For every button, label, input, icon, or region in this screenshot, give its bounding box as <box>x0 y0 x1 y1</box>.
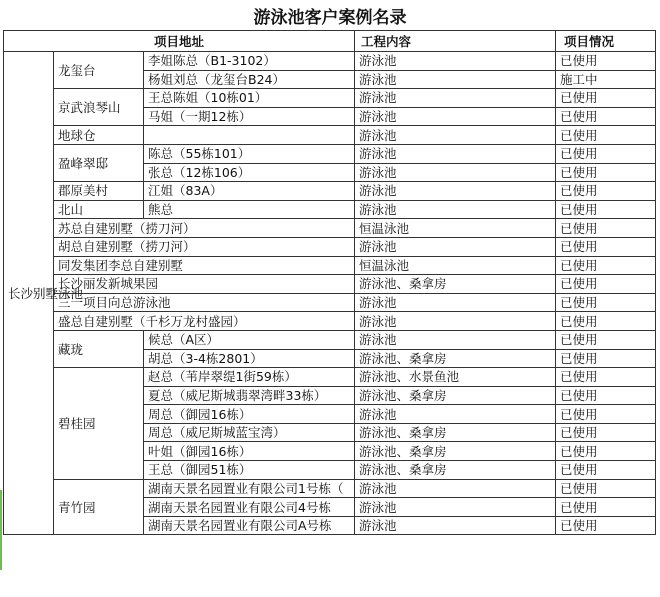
content-cell: 游泳池 <box>355 107 556 126</box>
status-cell: 已使用 <box>556 107 656 126</box>
empty-cell <box>4 516 54 535</box>
empty-cell <box>4 237 54 256</box>
empty-cell <box>4 70 54 89</box>
empty-cell <box>4 107 54 126</box>
status-cell: 已使用 <box>556 479 656 498</box>
customer-case-table <box>3 30 656 535</box>
community-cell: 龙玺台 <box>54 52 144 89</box>
address-cell: 周总（御园16栋） <box>144 405 355 424</box>
community-cell: 郡原美村 <box>54 182 144 201</box>
content-cell: 游泳池 <box>355 70 556 89</box>
status-cell: 已使用 <box>556 368 656 387</box>
status-cell: 已使用 <box>556 516 656 535</box>
status-cell: 已使用 <box>556 52 656 71</box>
status-cell: 已使用 <box>556 144 656 163</box>
content-cell: 游泳池 <box>355 405 556 424</box>
empty-cell <box>4 312 54 331</box>
empty-cell <box>4 126 54 145</box>
address-cell: 湖南天景名园置业有限公司A号栋 <box>144 516 355 535</box>
address-cell: 王总陈姐（10栋01） <box>144 89 355 108</box>
content-cell: 游泳池 <box>355 516 556 535</box>
table-row <box>4 368 656 387</box>
status-cell: 已使用 <box>556 330 656 349</box>
content-cell: 游泳池、桑拿房 <box>355 386 556 405</box>
table-row <box>4 256 656 275</box>
status-cell: 已使用 <box>556 312 656 331</box>
address-cell: 李姐陈总（B1-3102） <box>144 52 355 71</box>
empty-cell <box>4 182 54 201</box>
community-cell: 盈峰翠邸 <box>54 144 144 181</box>
table-row <box>4 275 656 294</box>
status-cell: 已使用 <box>556 182 656 201</box>
content-cell: 游泳池 <box>355 144 556 163</box>
content-cell: 恒温泳池 <box>355 219 556 238</box>
content-cell: 游泳池 <box>355 52 556 71</box>
empty-cell <box>4 386 54 405</box>
status-cell: 已使用 <box>556 200 656 219</box>
community-cell: 藏珑 <box>54 330 144 367</box>
content-cell: 游泳池、桑拿房 <box>355 461 556 480</box>
empty-cell <box>4 461 54 480</box>
status-cell: 已使用 <box>556 163 656 182</box>
empty-cell <box>4 368 54 387</box>
address-cell: 熊总 <box>144 200 355 219</box>
address-cell: 候总（A区） <box>144 330 355 349</box>
table-row <box>4 89 656 108</box>
empty-cell <box>4 349 54 368</box>
address-cell: 盛总自建别墅（千杉万龙村盛园） <box>54 312 355 331</box>
community-cell: 京武浪琴山 <box>54 89 144 126</box>
address-cell: 胡总（3-4栋2801） <box>144 349 355 368</box>
content-cell: 游泳池、水景鱼池 <box>355 368 556 387</box>
table-row <box>4 293 656 312</box>
table-row <box>4 52 656 71</box>
page-title: 游泳池客户案例名录 <box>253 7 407 28</box>
empty-cell <box>4 330 54 349</box>
address-cell: 夏总（威尼斯城翡翠湾畔33栋） <box>144 386 355 405</box>
community-cell: 碧桂园 <box>54 368 144 480</box>
status-cell: 已使用 <box>556 256 656 275</box>
address-cell: 陈总（55栋101） <box>144 144 355 163</box>
content-cell: 游泳池、桑拿房 <box>355 349 556 368</box>
empty-cell <box>4 219 54 238</box>
content-cell: 游泳池 <box>355 126 556 145</box>
status-cell: 已使用 <box>556 237 656 256</box>
community-cell: 青竹园 <box>54 479 144 535</box>
table-row <box>4 126 656 145</box>
address-cell: 胡总自建别墅（捞刀河） <box>54 237 355 256</box>
content-cell: 游泳池 <box>355 498 556 517</box>
content-cell: 恒温泳池 <box>355 256 556 275</box>
table-row <box>4 312 656 331</box>
table-row <box>4 237 656 256</box>
content-cell: 游泳池、桑拿房 <box>355 423 556 442</box>
content-cell: 游泳池 <box>355 237 556 256</box>
content-cell: 游泳池 <box>355 182 556 201</box>
status-cell: 已使用 <box>556 293 656 312</box>
table-row <box>4 200 656 219</box>
header-status: 项目情况 <box>556 31 656 52</box>
status-cell: 已使用 <box>556 498 656 517</box>
empty-cell <box>4 498 54 517</box>
status-cell: 已使用 <box>556 275 656 294</box>
empty-cell <box>4 423 54 442</box>
status-cell: 已使用 <box>556 442 656 461</box>
header-row <box>4 31 656 52</box>
header-content: 工程内容 <box>355 31 556 52</box>
status-cell: 已使用 <box>556 423 656 442</box>
status-cell: 已使用 <box>556 405 656 424</box>
address-cell: 马姐（一期12栋） <box>144 107 355 126</box>
address-cell: 长沙丽发新城果园 <box>54 275 355 294</box>
address-cell: 江姐（83A） <box>144 182 355 201</box>
content-cell: 游泳池 <box>355 293 556 312</box>
address-cell: 杨姐刘总（龙玺台B24） <box>144 70 355 89</box>
content-cell: 游泳池、桑拿房 <box>355 442 556 461</box>
empty-cell <box>4 256 54 275</box>
status-cell: 施工中 <box>556 70 656 89</box>
content-cell: 游泳池 <box>355 479 556 498</box>
status-cell: 已使用 <box>556 219 656 238</box>
status-cell: 已使用 <box>556 386 656 405</box>
cell-selection-marker <box>0 490 2 570</box>
content-cell: 游泳池 <box>355 89 556 108</box>
community-cell: 地球仓 <box>54 126 144 145</box>
address-cell: 周总（威尼斯城蓝宝湾） <box>144 423 355 442</box>
content-cell: 游泳池 <box>355 163 556 182</box>
address-cell: 赵总（苇岸翠缇1街59栋） <box>144 368 355 387</box>
empty-cell <box>4 163 54 182</box>
content-cell: 游泳池 <box>355 312 556 331</box>
empty-cell <box>4 144 54 163</box>
address-cell: 张总（12栋106） <box>144 163 355 182</box>
group-label: 长沙别墅泳池 <box>4 275 54 312</box>
table-row <box>4 144 656 163</box>
empty-cell <box>4 405 54 424</box>
status-cell: 已使用 <box>556 89 656 108</box>
status-cell: 已使用 <box>556 349 656 368</box>
community-cell: 北山 <box>54 200 144 219</box>
address-cell: 苏总自建别墅（捞刀河） <box>54 219 355 238</box>
status-cell: 已使用 <box>556 461 656 480</box>
address-cell: 三一项目向总游泳池 <box>54 293 355 312</box>
content-cell: 游泳池 <box>355 200 556 219</box>
address-cell: 叶姐（御园16栋） <box>144 442 355 461</box>
table-row <box>4 219 656 238</box>
empty-cell <box>4 479 54 498</box>
header-address: 项目地址 <box>4 31 355 52</box>
address-cell: 同发集团李总自建别墅 <box>54 256 355 275</box>
empty-cell <box>4 89 54 108</box>
table-row <box>4 330 656 349</box>
address-cell: 王总（御园51栋） <box>144 461 355 480</box>
content-cell: 游泳池、桑拿房 <box>355 275 556 294</box>
content-cell: 游泳池 <box>355 330 556 349</box>
table-row <box>4 182 656 201</box>
address-cell <box>144 126 355 145</box>
empty-cell <box>4 442 54 461</box>
status-cell: 已使用 <box>556 126 656 145</box>
table-row <box>4 479 656 498</box>
address-cell: 湖南天景名园置业有限公司1号栋（ <box>144 479 355 498</box>
empty-cell <box>4 52 54 71</box>
empty-cell <box>4 200 54 219</box>
address-cell: 湖南天景名园置业有限公司4号栋 <box>144 498 355 517</box>
